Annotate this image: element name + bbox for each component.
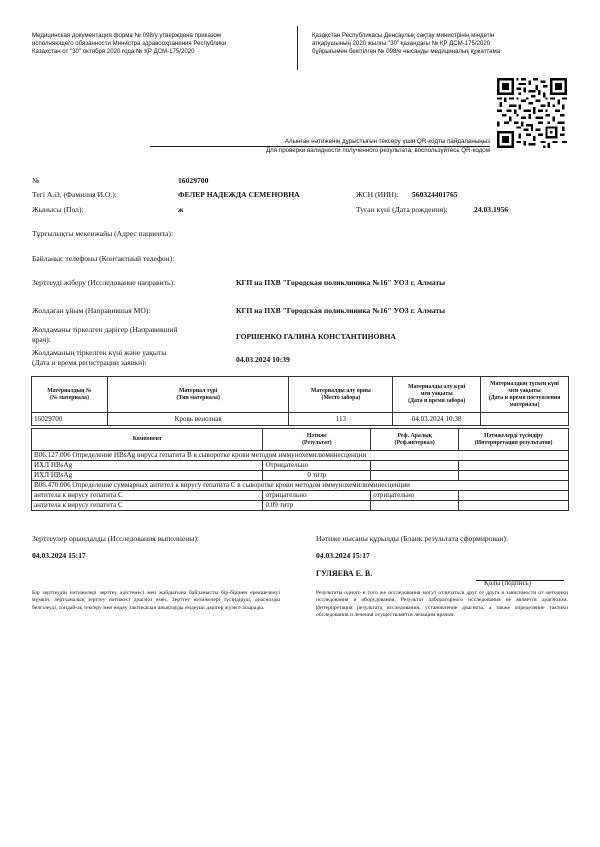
material-header-cell: Материалдың № (№ материала) bbox=[32, 377, 108, 413]
header-kz-line: бұйрығымен бекітілген № 098/е нысанды медициналық құжаттама bbox=[312, 48, 501, 56]
results-header-cell: Нәтижелерді түсіндіру (Интерпретация результатов) bbox=[459, 429, 569, 451]
header-kz bbox=[312, 32, 582, 57]
ref-cell: отрицательно bbox=[371, 491, 459, 501]
results-header-cell: Нәтиже (Результат) bbox=[263, 429, 371, 451]
performed-value: 04.03.2024 15:17 bbox=[32, 551, 86, 560]
material-header-cell: Материал түрі (Тип материала) bbox=[107, 377, 289, 413]
formed-label: Нәтиже нысаны құрылды (Бланк результата сформирован): bbox=[316, 534, 509, 543]
result-cell: 0 титр bbox=[263, 471, 371, 481]
table-row bbox=[32, 481, 569, 491]
referred-label: Зерттеуді жіберу (Исследование направить): bbox=[32, 278, 176, 287]
material-header-row bbox=[32, 377, 569, 413]
regdate-value: 04.03.2024 10:39 bbox=[236, 355, 290, 364]
material-received-cell bbox=[481, 413, 569, 426]
material-header-cell: Материалдың түскен күні мен уақыты (Дата и время поступления материала) bbox=[481, 377, 569, 413]
material-table bbox=[31, 376, 569, 426]
material-date-cell: 04.03.2024 10:38 bbox=[393, 413, 481, 426]
name-label: Тегі А.Ә. (Фамилия И.О.): bbox=[32, 190, 117, 199]
header-ru-line: Казахстан от "30" октября 2020 года № ҚР ДСМ-175/2020 bbox=[32, 48, 195, 56]
test-group-cell: B06.470.006 Определение суммарных антител к вирусу гепатита С в сыворотке крови методом иммунохемилюминесценции bbox=[32, 481, 569, 491]
interpretation-cell bbox=[459, 461, 569, 471]
doctor-label-line: врач): bbox=[32, 335, 51, 344]
material-header-cell: Материалды алу орны (Место забора) bbox=[289, 377, 393, 413]
table-row bbox=[32, 451, 569, 461]
sex-value: ж bbox=[178, 205, 184, 214]
qr-note-ru: Для проверки валидности полученного результата, воспользуйтесь QR-кодом bbox=[265, 147, 490, 154]
test-group-cell: B06.127.006 Определение HBsAg вируса гепатита В в сыворотке крови методом иммунохемилюминесценции bbox=[32, 451, 569, 461]
results-header-cell: Компонент bbox=[32, 429, 263, 451]
interpretation-cell bbox=[459, 491, 569, 501]
interpretation-cell bbox=[459, 471, 569, 481]
results-header-row bbox=[32, 429, 569, 451]
phone-label: Байланыс телефоны (Контактный телефон): bbox=[32, 254, 175, 263]
signer-name: ГУЛЯЕВА Е. В. bbox=[316, 569, 373, 578]
material-header-cell: Материалды алу күні мен уақыты (Дата и время забора) bbox=[393, 377, 481, 413]
mo-value: КГП на ПХВ "Городская поликлиника №16" УОЗ г. Алматы bbox=[236, 306, 446, 315]
performed-label: Зерттеулер орындалды (Исследования выполнены): bbox=[32, 534, 200, 543]
disclaimer-ru: Результаты одного и того же исследования могут отличаться друг от друга в зависимости от методики исследования и оборудования. Результат лабораторного исследования не является диагнозом. Интерпретация результата исследования, установление диагноза, а также определение тактики обследования и лечения осуществляется лечащим врачом. bbox=[316, 590, 568, 618]
results-header-cell: Реф. Аралық (Реф.интервал) bbox=[371, 429, 459, 451]
doctor-value: ГОРШЕНКО ГАЛИНА КОНСТАНТИНОВНА bbox=[236, 332, 396, 341]
number-label: № bbox=[32, 176, 40, 185]
qr-note-kz: Алынған нәтиженің дұрыстығын тексеру үшін QR-кодты пайдаланыңыз bbox=[284, 138, 490, 145]
sex-label: Жынысы (Пол): bbox=[32, 205, 84, 214]
result-cell: отрицательно bbox=[263, 491, 371, 501]
formed-value: 04.03.2024 15:17 bbox=[316, 551, 370, 560]
material-type-cell: Кровь венозная bbox=[107, 413, 289, 426]
doctor-label-line: Жолдаманы тіркелген дәрігер (Направивший bbox=[32, 325, 178, 334]
number-value: 16029700 bbox=[178, 176, 209, 185]
result-cell: Отрицательно bbox=[263, 461, 371, 471]
component-cell: антитела к вирусу гепатита С bbox=[32, 491, 263, 501]
header-ru bbox=[32, 32, 292, 57]
component-cell: антитела к вирусу гепатита С bbox=[32, 501, 263, 511]
header-ru-line: Медицинская документация форма № 098/у утверждена приказом bbox=[32, 32, 222, 39]
mo-label: Жолдаған ұйым (Направившая МО): bbox=[32, 306, 151, 315]
name-value: ФЕЛЕР НАДЕЖДА СЕМЕНОВНА bbox=[178, 190, 300, 199]
signature-label: Қолы (подпись) bbox=[484, 579, 532, 587]
table-row bbox=[32, 491, 569, 501]
header-ru-line: исполняющего обязанности Министра здравоохранения Республики bbox=[32, 40, 227, 48]
header-kz-line: Қазақстан Республикасы Денсаулық сақтау министрінің міндетін bbox=[312, 32, 495, 39]
dob-value: 24.03.1956 bbox=[474, 205, 509, 214]
results-table bbox=[31, 428, 569, 511]
regdate-label-line: Жолдаманың тіркелген күні және уақыты bbox=[32, 348, 167, 357]
table-row bbox=[32, 413, 569, 426]
header-divider bbox=[297, 26, 298, 70]
qr-note-divider bbox=[150, 146, 490, 147]
material-place-cell: 113 bbox=[289, 413, 393, 426]
material-number-cell: 16029700 bbox=[32, 413, 108, 426]
ref-cell bbox=[371, 471, 459, 481]
ref-cell bbox=[371, 501, 459, 511]
header-kz-line: атқарушының 2020 жылғы "30" қазандағы № ҚР ДСМ-175/2020 bbox=[312, 40, 491, 48]
iin-label: ЖСН (ИИН): bbox=[356, 190, 399, 199]
qr-code-icon bbox=[497, 78, 567, 148]
iin-value: 560324401765 bbox=[412, 190, 458, 199]
regdate-label bbox=[32, 348, 166, 368]
regdate-label-line: (Дата и время регистрации заявки): bbox=[32, 358, 147, 367]
dob-label: Туған күні (Дата рождения): bbox=[356, 205, 448, 214]
interpretation-cell bbox=[459, 501, 569, 511]
doctor-label bbox=[32, 325, 178, 345]
disclaimer-kz: Бір зерттеудің нәтижелері зерттеу әдістемесі мен жабдығына байланысты бір-бірінен ерекшеленуі мүмкін. Зертханалық зерттеу нәтижесі диагноз емес. Зерттеу нәтижелері түсіндіруді, диагнозды белгілеуді, сондай-ақ тексеру мен емдеу тактикасын анықтауды емдеуші дәрігер жүзеге асырады. bbox=[32, 590, 280, 611]
referred-value: КГП на ПХВ "Городская поликлиника №16" УОЗ г. Алматы bbox=[236, 278, 446, 287]
result-cell: 0.09 титр bbox=[263, 501, 371, 511]
table-row bbox=[32, 471, 569, 481]
table-row bbox=[32, 461, 569, 471]
address-label: Тұрғылықты мекенжайы (Адрес пациента): bbox=[32, 229, 174, 238]
component-cell: ИХЛ HBsAg bbox=[32, 471, 263, 481]
component-cell: ИХЛ HBsAg bbox=[32, 461, 263, 471]
table-row bbox=[32, 501, 569, 511]
ref-cell bbox=[371, 461, 459, 471]
